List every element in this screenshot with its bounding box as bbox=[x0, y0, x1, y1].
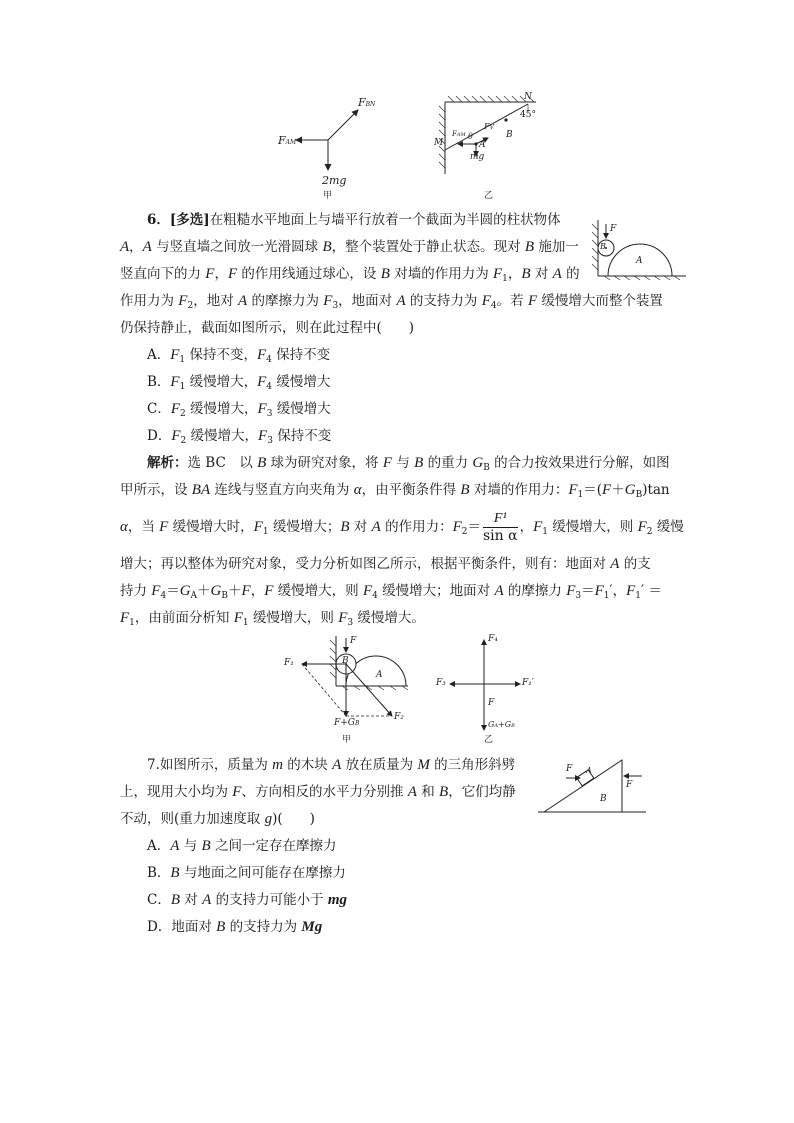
solution-figure-yi bbox=[434, 634, 554, 744]
sol-jia-label-f: F bbox=[350, 636, 357, 646]
q7-line-3: 不动，则(重力加速度取 g)( ) bbox=[120, 811, 315, 827]
sol-yi-label-gab: GA+GB bbox=[488, 720, 515, 729]
q6-line-4: 作用力为 $F_2$，地对 A 的摩擦力为 $F_3$，地面对 A 的支持力为 $F_4$。若 F 缓慢增大而整个装置 bbox=[120, 293, 663, 311]
label-a: A bbox=[479, 140, 486, 150]
solution-line-6: $F_1$，由前面分析知 $F_1$ 缓慢增大，则 $F_3$ 缓慢增大。 bbox=[120, 610, 425, 628]
caption-jia: 甲 bbox=[323, 191, 333, 201]
sol-yi-label-f1p: F₁′ bbox=[522, 678, 534, 688]
label-f-am-yi: FAM bbox=[452, 130, 466, 138]
caption-yi: 乙 bbox=[484, 191, 494, 201]
force-diagram-jia bbox=[296, 110, 358, 170]
sol-jia-label-fgb: F+GB bbox=[334, 718, 360, 728]
sol-yi-label-f4: F₄ bbox=[488, 634, 498, 644]
solution-figure-jia bbox=[284, 634, 424, 744]
sol-jia-label-b: B bbox=[342, 656, 349, 666]
sol-caption-jia: 甲 bbox=[342, 735, 352, 745]
solution-line-3: α，当 F 缓慢增大时，$F_1$ 缓慢增大；B 对 A 的作用力：$F_2=$ $\frac{\text{F¹}}{\text{sin α}}$ ，$F_1$ 缓慢增大，则 $F_2$ 缓慢 bbox=[120, 511, 684, 544]
label-m: M bbox=[434, 138, 444, 148]
sol-jia-label-f1: F₁ bbox=[284, 658, 294, 668]
q6-line-5: 仍保持静止，截面如图所示，则在此过程中( ) bbox=[120, 320, 415, 336]
q6-fig-label-f: F bbox=[610, 224, 617, 234]
q7-option-a[interactable]: A．A 与 B 之间一定存在摩擦力 bbox=[147, 838, 337, 854]
q6-option-a[interactable]: A．$F_1$ 保持不变，$F_4$ 保持不变 bbox=[147, 347, 331, 365]
sol-caption-yi: 乙 bbox=[484, 735, 494, 745]
q6-line-2: A，A 与竖直墙之间放一光滑圆球 B，整个装置处于静止状态。现对 B 施加一 bbox=[120, 239, 579, 255]
sol-yi-label-f3: F₃ bbox=[436, 678, 446, 688]
q6-line-1: 6．[多选]在粗糙水平地面上与墙平行放着一个截面为半圆的柱状物体 bbox=[147, 212, 561, 228]
figure-q7 bbox=[538, 756, 650, 816]
label-fv: FV bbox=[484, 122, 494, 131]
q7-option-c[interactable]: C．B 对 A 的支持力可能小于 mg bbox=[147, 892, 348, 908]
figure-yi-top bbox=[428, 92, 548, 202]
label-f-bn: FBN bbox=[358, 96, 376, 109]
solution-line-4: 增大；再以整体为研究对象，受力分析如图乙所示，根据平衡条件，则有：地面对 A 的支 bbox=[120, 556, 651, 572]
q7-fig-label-f-left: F bbox=[566, 764, 573, 774]
label-theta: θ bbox=[468, 132, 473, 141]
sol-jia-label-a: A bbox=[376, 670, 383, 680]
q6-fig-label-a: A bbox=[636, 256, 643, 266]
q6-fig-label-b: B bbox=[600, 242, 606, 251]
solution-line-2: 甲所示，设 BA 连线与竖直方向夹角为 α，由平衡条件得 B 对墙的作用力：$F_1=(F+G_B)\tan$ bbox=[120, 482, 670, 500]
q7-option-b[interactable]: B．B 与地面之间可能存在摩擦力 bbox=[147, 865, 346, 881]
q6-option-b[interactable]: B．$F_1$ 缓慢增大，$F_4$ 缓慢增大 bbox=[147, 374, 331, 392]
q7-option-d[interactable]: D．地面对 B 的支持力为 Mg bbox=[147, 919, 323, 935]
fraction: $\frac{\text{F¹}}{\text{sin α}}$ bbox=[482, 511, 518, 544]
figure-q6 bbox=[590, 218, 690, 280]
q6-line-3: 竖直向下的力 F，F 的作用线通过球心，设 B 对墙的作用力为 $F_1$，B 对 A 的 bbox=[120, 266, 580, 284]
sol-yi-label-f: F bbox=[488, 698, 495, 708]
q7-line-2: 上，现用大小均为 F、方向相反的水平力分别推 A 和 B，它们均静 bbox=[120, 784, 516, 800]
solution-line-1: 解析：选 BC 以 B 球为研究对象，将 F 与 B 的重力 $G_B$ 的合力按效果进行分解，如图 bbox=[147, 455, 670, 473]
label-mg: mg bbox=[470, 152, 485, 162]
label-2mg: 2mg bbox=[322, 174, 347, 187]
label-45-degree: 45° bbox=[520, 110, 536, 120]
q7-fig-label-a: A bbox=[586, 766, 592, 775]
label-b: B bbox=[506, 130, 513, 140]
solution-line-5: 持力 $F_4=G_A+G_B+F$，F 缓慢增大，则 $F_4$ 缓慢增大；地面对 A 的摩擦力 $F_3=F_1'$，$F_1'$ ＝ bbox=[120, 583, 662, 601]
q7-fig-label-b: B bbox=[600, 794, 607, 804]
q7-line-1: 7.如图所示，质量为 m 的木块 A 放在质量为 M 的三角形斜劈 bbox=[147, 757, 516, 773]
label-f-am: FAM bbox=[278, 134, 297, 147]
sol-jia-label-f2: F₂ bbox=[394, 712, 404, 722]
wedge-b bbox=[544, 760, 622, 812]
q6-option-d[interactable]: D．$F_2$ 缓慢增大，$F_3$ 保持不变 bbox=[147, 428, 332, 446]
figure-jia-top bbox=[270, 92, 390, 202]
q7-fig-label-f-right: F bbox=[626, 780, 633, 790]
label-n: N bbox=[524, 92, 532, 102]
q6-option-c[interactable]: C．$F_2$ 缓慢增大，$F_3$ 缓慢增大 bbox=[147, 401, 331, 419]
